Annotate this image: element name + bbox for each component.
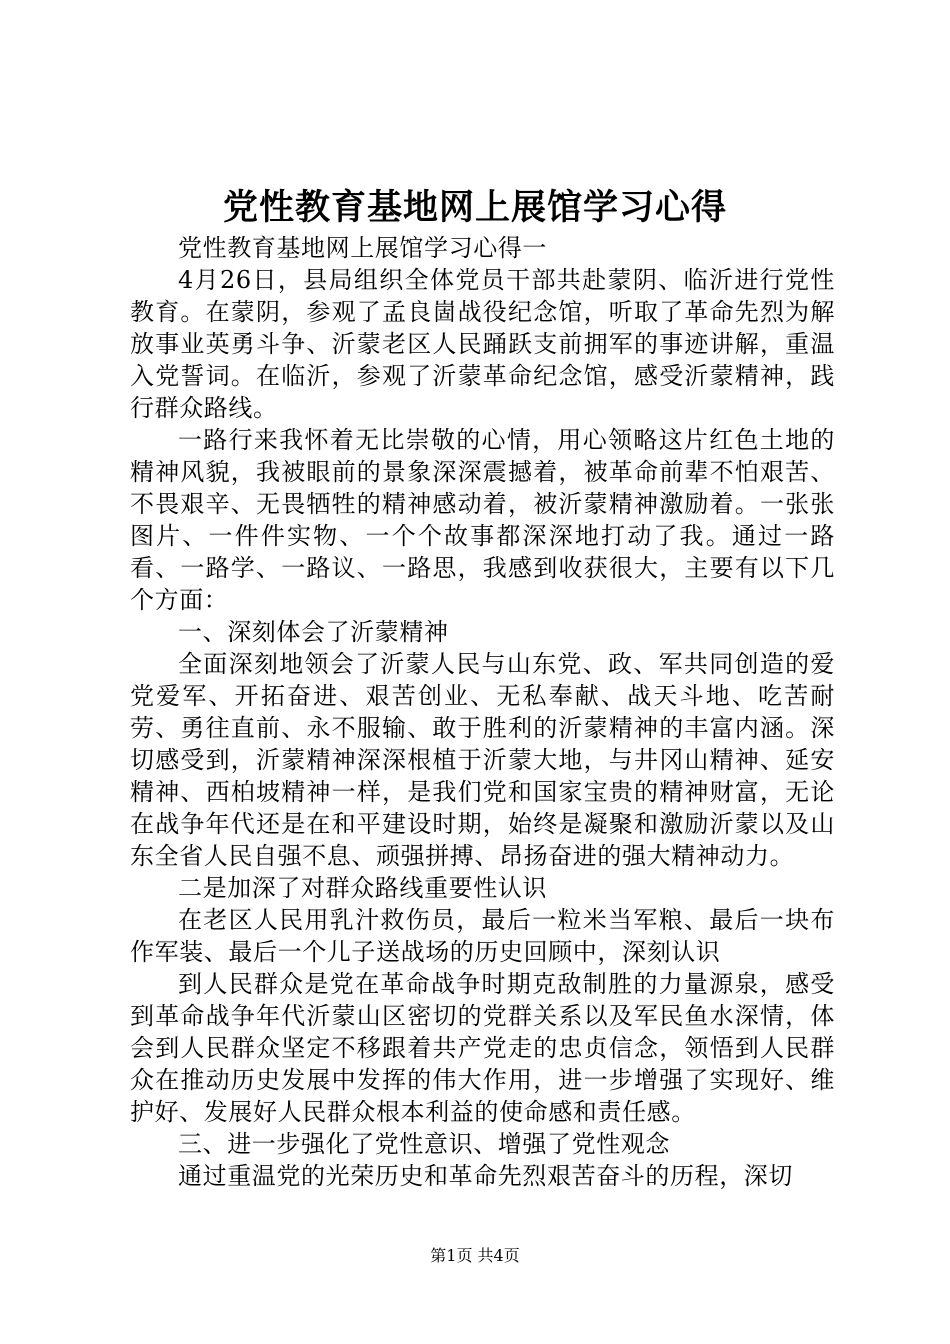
section-heading-2: 二是加深了对群众路线重要性认识 [178, 874, 547, 902]
document-body [130, 232, 835, 1192]
paragraph-intro: 4月26日，县局组织全体党员干部共赴蒙阴、临沂进行党性教育。在蒙阴，参观了孟良崮战役纪念馆，听取了革命先烈为解放事业英勇斗争、沂蒙老区人民踊跃支前拥军的事迹讲解，重温入党誓词。在临沂，参观了沂蒙革命纪念馆，感受沂蒙精神，践行群众路线。 [130, 266, 835, 422]
paragraph-impressions: 一路行来我怀着无比崇敬的心情，用心领略这片红色土地的精神风貌，我被眼前的景象深深震撼着，被革命前辈不怕艰苦、不畏艰辛、无畏牺牲的精神感动着，被沂蒙精神激励着。一张张图片、一件件实物、一个个故事都深深地打动了我。通过一路看、一路学、一路议、一路思，我感到收获很大，主要有以下几个方面： [130, 426, 835, 614]
paragraph-section-1: 全面深刻地领会了沂蒙人民与山东党、政、军共同创造的爱党爱军、开拓奋进、艰苦创业、无私奉献、战天斗地、吃苦耐劳、勇往直前、永不服输、敢于胜利的沂蒙精神的丰富内涵。深切感受到，沂蒙精神深深根植于沂蒙大地，与井冈山精神、延安精神、西柏坡精神一样，是我们党和国家宝贵的精神财富，无论在战争年代还是在和平建设时期，始终是凝聚和激励沂蒙以及山东全省人民自强不息、顽强拼搏、昂扬奋进的强大精神动力。 [130, 650, 835, 870]
section-heading-1: 一、深刻体会了沂蒙精神 [178, 618, 449, 646]
section-heading-3: 三、进一步强化了党性意识、增强了党性观念 [178, 1130, 670, 1158]
page-number: 第1页 共4页 [430, 1246, 520, 1265]
paragraph-section-2b: 到人民群众是党在革命战争时期克敌制胜的力量源泉，感受到革命战争年代沂蒙山区密切的党群关系以及军民鱼水深情，体会到人民群众坚定不移跟着共产党走的忠贞信念，领悟到人民群众在推动历史发展中发挥的伟大作用，进一步增强了实现好、维护好、发展好人民群众根本利益的使命感和责任感。 [130, 970, 835, 1126]
paragraph-subtitle: 党性教育基地网上展馆学习心得一 [178, 234, 547, 262]
paragraph-section-2a: 在老区人民用乳汁救伤员，最后一粒米当军粮、最后一块布作军装、最后一个儿子送战场的历史回顾中，深刻认识 [130, 906, 835, 966]
document-title: 党性教育基地网上展馆学习心得 [222, 187, 727, 228]
paragraph-section-3: 通过重温党的光荣历史和革命先烈艰苦奋斗的历程，深切 [178, 1162, 793, 1190]
